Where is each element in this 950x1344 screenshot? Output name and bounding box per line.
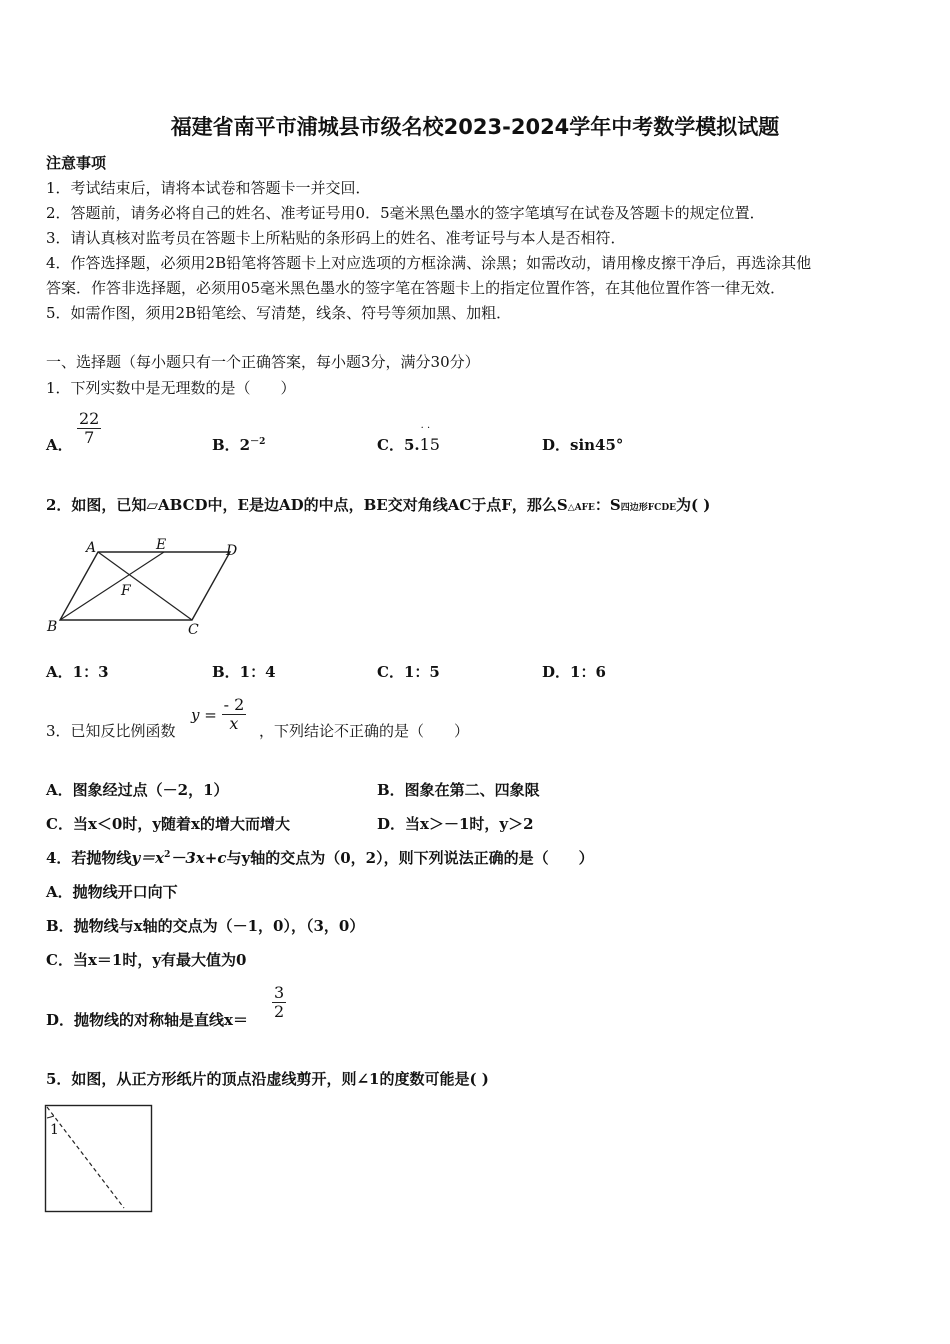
label-d: D [226, 543, 238, 559]
q1-c-digits: 15 [419, 435, 440, 454]
q2-option-d: D．1：6 [542, 663, 606, 681]
q4-option-a: A．抛物线开口向下 [46, 883, 178, 901]
q1-option-a-label: A． [46, 436, 73, 454]
q4-func: y＝x [131, 849, 165, 867]
square-paper-figure [44, 1104, 154, 1214]
q1-b-exponent: －2 [250, 437, 266, 447]
q1-stem: 1．下列实数中是无理数的是（ ） [46, 379, 296, 397]
q1-option-b [212, 434, 265, 455]
q3-y-eq: y = [191, 705, 217, 724]
q1-c-repeat-dots: · · [420, 423, 431, 434]
q4-option-d-fraction [272, 984, 286, 1022]
parallelogram-figure [40, 533, 250, 643]
q2-option-c: C．1：5 [377, 663, 440, 681]
page-title: 福建省南平市浦城县市级名校2023-2024学年中考数学模拟试题 [170, 115, 780, 139]
q3-stem-a: 3．已知反比例函数 [46, 722, 176, 740]
q1-option-c [377, 423, 440, 455]
q3-option-c: C．当x＜0时，y随着x的增大而增大 [46, 815, 290, 833]
q4-option-b: B．抛物线与x轴的交点为（－1，0），（3，0） [46, 917, 365, 935]
q3-option-b: B．图象在第二、四象限 [377, 781, 540, 799]
label-e: E [156, 537, 167, 553]
section-heading: 一、选择题（每小题只有一个正确答案，每小题3分，满分30分） [46, 353, 480, 371]
q2-sub-fcde: 四边形FCDE [620, 503, 676, 513]
angle-label: 1 [50, 1122, 59, 1138]
q3-function [191, 696, 246, 734]
q3-option-d: D．当x＞－1时，y＞2 [377, 815, 534, 833]
q1-option-a-fraction [77, 410, 101, 448]
q1-c-base: C．5. [377, 436, 420, 454]
q4-option-c: C．当x＝1时，y有最大值为0 [46, 951, 247, 969]
q2-stem-end: 为( ) [675, 496, 711, 514]
notice-item: 1．考试结束后，请将本试卷和答题卡一并交回． [46, 179, 371, 197]
label-a: A [86, 540, 97, 556]
angle-arc [47, 1116, 54, 1118]
q3-stem-b: ，下列结论不正确的是（ ） [259, 722, 470, 740]
notice-item: 4．作答选择题，必须用2B铅笔将答题卡上对应选项的方框涂满、涂黑；如需改动，请用橡皮擦干净后，再选涂其他 [46, 254, 812, 272]
q3-option-a: A．图象经过点（－2，1） [46, 781, 229, 799]
q2-sub-afe: △AFE [567, 503, 595, 513]
q1-a-denominator: 7 [84, 428, 95, 448]
q4-stem-a: 4．若抛物线 [46, 849, 132, 867]
notice-heading: 注意事项 [46, 154, 107, 172]
q4-option-d-label: D．抛物线的对称轴是直线x＝ [46, 1011, 248, 1029]
q2-stem-ratio: ：S [594, 496, 621, 514]
q2-option-b: B．1：4 [212, 663, 276, 681]
q3-numerator: - 2 [223, 695, 245, 714]
notice-item: 5．如需作图，须用2B铅笔绘、写清楚，线条、符号等须加黑、加粗． [46, 304, 512, 322]
q4-stem-b: 与y轴的交点为（0，2），则下列说法正确的是（ ） [226, 849, 594, 867]
label-f: F [121, 583, 131, 599]
q1-option-d: D．sin45° [542, 436, 624, 454]
q2-stem [46, 494, 710, 515]
q4-exp: 2 [164, 850, 171, 860]
q4-d-numerator: 3 [274, 983, 285, 1002]
q4-d-denominator: 2 [274, 1002, 285, 1022]
square-outline [46, 1106, 152, 1212]
notice-item: 3．请认真核对监考员在答题卡上所粘贴的条形码上的姓名、准考证号与本人是否相符． [46, 229, 626, 247]
q1-a-numerator: 22 [79, 409, 100, 428]
notice-item: 答案．作答非选择题，必须用05毫米黑色墨水的签字笔在答题卡上的指定位置作答，在其他位置作答一律无效． [46, 279, 786, 297]
q4-stem [46, 847, 594, 868]
label-c: C [188, 622, 199, 638]
label-b: B [47, 619, 58, 635]
notice-item: 2．答题前，请务必将自己的姓名、准考证号用0．5毫米黑色墨水的签字笔填写在试卷及答题卡的规定位置． [46, 204, 765, 222]
q2-option-a: A．1：3 [46, 663, 109, 681]
q2-stem-text: 2．如图，已知▱ABCD中，E是边AD的中点，BE交对角线AC于点F，那么S [46, 496, 568, 514]
q5-stem: 5．如图，从正方形纸片的顶点沿虚线剪开，则∠1的度数可能是( ) [46, 1070, 489, 1088]
q3-denominator: x [229, 714, 239, 734]
q4-func-b: －3x+c [170, 849, 227, 867]
q1-b-base: B．2 [212, 436, 251, 454]
